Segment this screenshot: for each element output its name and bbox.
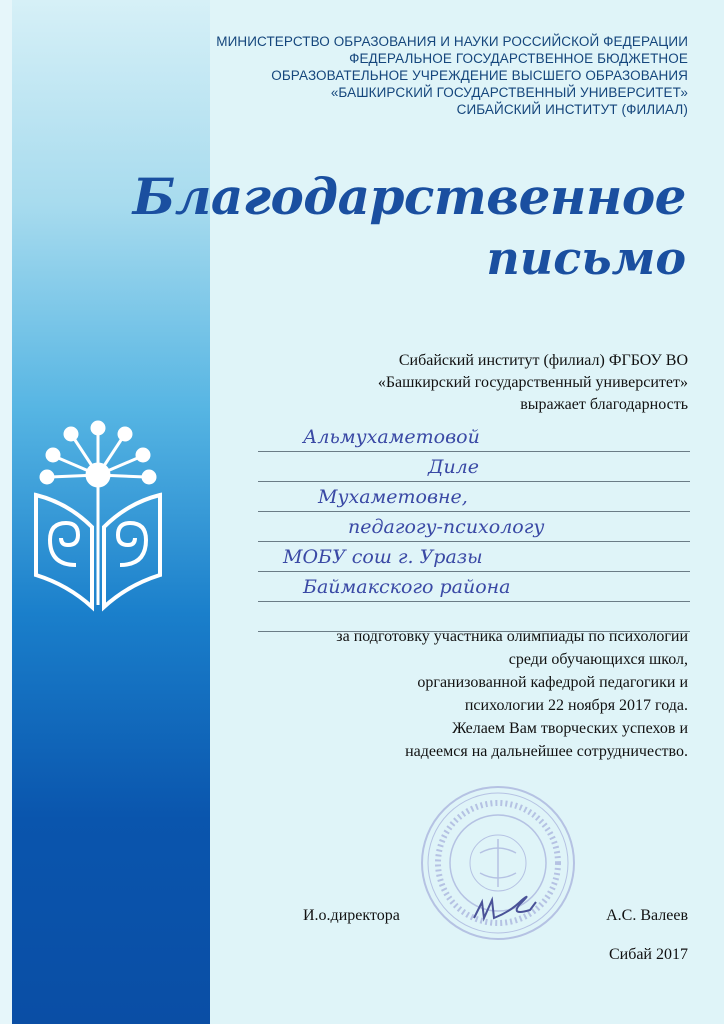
handwritten-text: Баймакского района xyxy=(303,576,511,598)
letter-body xyxy=(336,625,688,763)
ministry-header xyxy=(168,33,688,118)
handwritten-text: педагогу-психологу xyxy=(348,516,545,538)
intro-text xyxy=(378,350,688,416)
header-line: СИБАЙСКИЙ ИНСТИТУТ (ФИЛИАЛ) xyxy=(456,102,688,117)
body-line: за подготовку участника олимпиады по психологии xyxy=(336,628,688,645)
intro-line: Сибайский институт (филиал) ФГБОУ ВО xyxy=(398,352,688,369)
handwritten-text: Диле xyxy=(428,456,480,478)
recipient-line xyxy=(258,542,690,572)
recipient-line xyxy=(258,482,690,512)
intro-line: выражает благодарность xyxy=(520,396,688,413)
recipient-line xyxy=(258,452,690,482)
body-line: среди обучающихся школ, xyxy=(508,651,688,668)
place-year: Сибай 2017 xyxy=(608,946,688,963)
page-left-edge xyxy=(0,0,12,1024)
header-line: МИНИСТЕРСТВО ОБРАЗОВАНИЯ И НАУКИ РОССИЙСКОЙ ФЕДЕРАЦИИ xyxy=(216,34,688,49)
director-name: А.С. Валеев xyxy=(606,907,688,924)
body-line: надеемся на дальнейшее сотрудничество. xyxy=(405,743,688,760)
body-line: Желаем Вам творческих успехов и xyxy=(452,720,688,737)
body-line: организованной кафедрой педагогики и xyxy=(417,674,688,691)
header-line: «БАШКИРСКИЙ ГОСУДАРСТВЕННЫЙ УНИВЕРСИТЕТ» xyxy=(330,85,688,100)
header-line: ФЕДЕРАЛЬНОЕ ГОСУДАРСТВЕННОЕ БЮДЖЕТНОЕ xyxy=(349,51,688,66)
handwritten-text: МОБУ сош г. Уразы xyxy=(283,546,483,568)
title-line-1: Благодарственное xyxy=(132,167,686,226)
recipient-line xyxy=(258,572,690,602)
recipient-lines xyxy=(258,422,690,632)
recipient-line xyxy=(258,422,690,452)
handwritten-text: Мухаметовне, xyxy=(318,486,468,508)
header-line: ОБРАЗОВАТЕЛЬНОЕ УЧРЕЖДЕНИЕ ВЫСШЕГО ОБРАЗОВАНИЯ xyxy=(271,68,688,83)
body-line: психологии 22 ноября 2017 года. xyxy=(464,697,688,714)
title-line-2: письмо xyxy=(486,230,686,285)
intro-line: «Башкирский государственный университет» xyxy=(377,374,688,391)
handwritten-text: Альмухаметовой xyxy=(303,426,480,448)
letter-title xyxy=(133,168,686,284)
director-position: И.о.директора xyxy=(303,907,400,924)
handwritten-signature xyxy=(470,888,540,926)
recipient-line xyxy=(258,512,690,542)
university-emblem-icon xyxy=(28,415,168,620)
